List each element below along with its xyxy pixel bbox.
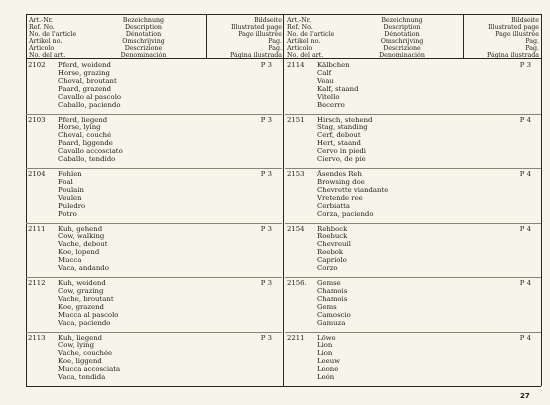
- article-name: Cavallo accosciato: [58, 147, 123, 156]
- header-line: Page illustrée: [238, 31, 282, 38]
- article-name: Kuh, gehend: [58, 224, 103, 233]
- catalog-entry: [26, 277, 282, 332]
- article-name: Mucca: [58, 256, 82, 265]
- header-line: Descrizione: [383, 45, 421, 52]
- header-left-page: [212, 17, 282, 59]
- catalog-entry: [285, 59, 541, 114]
- illustrated-page: P 4: [519, 224, 531, 233]
- article-name: Chamois: [317, 294, 348, 303]
- header-line: Pag.: [268, 38, 282, 45]
- header-line: Denominación: [379, 52, 425, 59]
- header-line: Denominación: [120, 52, 167, 59]
- catalog-entry: [26, 223, 282, 278]
- article-name: Kuh, liegend: [58, 333, 103, 342]
- article-name: Caballo, paciendo: [58, 100, 121, 109]
- entry-separator: [285, 223, 541, 224]
- header-line: Bildseite: [254, 17, 282, 24]
- article-name: Cow, grazing: [58, 286, 104, 295]
- article-name: Vache, couchée: [58, 349, 113, 358]
- article-name: Gems: [317, 302, 337, 311]
- article-name: Ciervo, de pie: [317, 155, 366, 164]
- catalog-page: [26, 14, 541, 386]
- article-names: [58, 62, 121, 109]
- catalog-entry: [26, 114, 282, 169]
- article-name: Gemse: [317, 279, 341, 287]
- entry-separator: [26, 168, 282, 169]
- header-line: Bezeichnung: [122, 17, 165, 24]
- header-line: Pag.: [268, 45, 282, 52]
- entry-separator: [285, 332, 541, 333]
- article-name: Chevreuil: [317, 240, 351, 249]
- article-name: Vaca, paciendo: [58, 318, 111, 327]
- article-name: Capriolo: [317, 256, 347, 265]
- header-line: Pag.: [525, 38, 539, 45]
- catalog-entry: [285, 277, 541, 332]
- left-column: [26, 59, 282, 386]
- illustrated-page: P 3: [260, 115, 272, 124]
- article-names: [317, 171, 388, 218]
- entry-separator: [26, 332, 282, 333]
- header-line: Ref. No.: [29, 24, 55, 31]
- illustrated-page: P 3: [260, 61, 272, 69]
- illustrated-page: P 3: [260, 279, 272, 287]
- article-names: [317, 280, 351, 327]
- header-line: No. de l'article: [29, 31, 77, 38]
- article-name: Potro: [58, 209, 77, 218]
- header-right-artnr: [287, 17, 334, 59]
- article-name: Fohlen: [58, 170, 82, 178]
- article-name: Calf: [317, 68, 332, 77]
- catalog-entry: [26, 59, 282, 114]
- article-names: [317, 226, 351, 273]
- entry-separator: [26, 277, 282, 278]
- article-name: Löwe: [317, 333, 336, 342]
- article-name: Pferd, liegend: [58, 115, 108, 124]
- article-name: León: [317, 373, 335, 382]
- article-name: Paard, liggende: [58, 139, 113, 148]
- frame-right-line: [541, 14, 542, 386]
- article-name: Lion: [317, 349, 333, 358]
- article-name: Koe, grazend: [58, 302, 104, 311]
- article-names: [317, 62, 359, 109]
- article-name: Poulain: [58, 185, 84, 194]
- header-line: Description: [125, 24, 162, 31]
- article-name: Paard, grazend: [58, 84, 111, 93]
- article-name: Hert, staand: [317, 139, 361, 148]
- article-name: Roebuck: [317, 232, 348, 241]
- article-name: Kälbchen: [317, 61, 350, 69]
- bottom-rule: [26, 386, 541, 387]
- catalog-entry: [26, 168, 282, 223]
- article-name: Vache, broutant: [58, 294, 114, 303]
- header-line: Descrizione: [124, 45, 163, 52]
- article-name: Cervo in piedi: [317, 147, 367, 156]
- article-names: [58, 226, 109, 273]
- article-name: Kalf, staand: [317, 84, 359, 93]
- header-line: No. del art.: [287, 52, 324, 59]
- entry-separator: [26, 114, 282, 115]
- article-name: Cheval, broutant: [58, 76, 117, 85]
- article-name: Koe, liggend: [58, 357, 102, 366]
- article-name: Leeuw: [317, 357, 341, 366]
- header-left-description: [81, 17, 206, 59]
- article-number: 2153: [287, 170, 305, 178]
- article-name: Leone: [317, 365, 339, 374]
- catalog-entry: [285, 223, 541, 278]
- header-line: Art.-Nr.: [287, 17, 312, 24]
- article-number: 2211: [287, 333, 305, 342]
- article-name: Reebok: [317, 248, 344, 257]
- article-name: Horse, lying: [58, 123, 101, 132]
- illustrated-page: P 3: [519, 61, 531, 69]
- article-number: 2154: [287, 224, 305, 233]
- header-line: Bildseite: [511, 17, 539, 24]
- article-name: Corzo: [317, 264, 338, 273]
- catalog-entry: [285, 168, 541, 223]
- article-number: 2103: [28, 115, 46, 124]
- illustrated-page: P 3: [260, 224, 272, 233]
- header-line: Page illustrée: [495, 31, 539, 38]
- article-name: Vaca, tendida: [58, 373, 106, 382]
- illustrated-page: P 4: [519, 333, 531, 342]
- illustrated-page: P 4: [519, 170, 531, 178]
- header-line: Illustrated page: [488, 24, 539, 31]
- article-name: Mucca al pascolo: [58, 310, 119, 319]
- article-name: Veulen: [58, 193, 82, 202]
- article-name: Vitello: [317, 92, 340, 101]
- header-line: Artikel no.: [287, 38, 321, 45]
- article-name: Vretende ree: [317, 193, 363, 202]
- page-number: 27: [520, 392, 530, 400]
- header-line: Articolo: [29, 45, 55, 52]
- article-name: Horse, grazing: [58, 68, 110, 77]
- header-line: No. de l'article: [287, 31, 335, 38]
- article-names: [58, 117, 123, 164]
- article-name: Cavallo al pascolo: [58, 92, 122, 101]
- article-name: Cerf, debout: [317, 131, 361, 140]
- header-line: Artikel no.: [29, 38, 63, 45]
- entry-separator: [285, 277, 541, 278]
- entry-separator: [285, 114, 541, 115]
- article-name: Cow, walking: [58, 232, 105, 241]
- article-number: 2104: [28, 170, 46, 178]
- article-name: Mucca accosciata: [58, 365, 121, 374]
- header-line: Omschrijving: [380, 38, 424, 45]
- article-name: Browsing doe: [317, 177, 365, 186]
- article-number: 2114: [287, 61, 305, 69]
- catalog-entry: [285, 114, 541, 169]
- article-number: 2112: [28, 279, 46, 287]
- header-line: Página ilustrada: [230, 52, 282, 59]
- header-line: Ref. No.: [287, 24, 313, 31]
- article-number: 2113: [28, 333, 46, 342]
- article-number: 2156.: [287, 279, 307, 287]
- article-names: [58, 335, 120, 382]
- article-name: Cheval, couché: [58, 131, 112, 140]
- article-name: Kuh, weidend: [58, 279, 106, 287]
- header-line: Art.-Nr.: [29, 17, 54, 24]
- article-name: Chamois: [317, 286, 348, 295]
- header-line: Description: [383, 24, 421, 31]
- article-names: [317, 335, 340, 382]
- header-right-description: [341, 17, 463, 59]
- header-line: Articolo: [287, 45, 313, 52]
- article-name: Vaca, andando: [58, 264, 109, 273]
- article-name: Camoscio: [317, 310, 351, 319]
- illustrated-page: P 3: [260, 333, 272, 342]
- article-name: Becerro: [317, 100, 345, 109]
- header-right-page: [469, 17, 539, 59]
- article-name: Koe, lopend: [58, 248, 100, 257]
- article-name: Vache, debout: [58, 240, 108, 249]
- article-name: Hirsch, stehend: [317, 115, 373, 124]
- article-name: Cerbiatta: [317, 201, 351, 210]
- header-line: Página ilustrada: [487, 52, 539, 59]
- header-left-artnr: [29, 17, 76, 59]
- article-names: [58, 280, 118, 327]
- article-name: Äsendes Reh: [317, 170, 362, 178]
- article-name: Veau: [317, 76, 334, 85]
- article-name: Gamuza: [317, 318, 346, 327]
- header-line: Bezeichnung: [381, 17, 423, 24]
- table-header: [26, 15, 541, 58]
- entry-separator: [285, 168, 541, 169]
- article-number: 2111: [28, 224, 46, 233]
- article-name: Foal: [58, 177, 73, 186]
- illustrated-page: P 4: [519, 279, 531, 287]
- header-line: Pag.: [525, 45, 539, 52]
- article-names: [58, 171, 85, 218]
- article-name: Lion: [317, 341, 333, 350]
- article-name: Rehbock: [317, 224, 348, 233]
- header-line: Dénotation: [384, 31, 420, 38]
- article-name: Puledro: [58, 201, 86, 210]
- article-number: 2102: [28, 61, 46, 69]
- article-names: [317, 117, 372, 164]
- article-name: Corza, paciendo: [317, 209, 374, 218]
- catalog-entry: [26, 332, 282, 387]
- article-name: Pferd, weidend: [58, 61, 111, 69]
- catalog-entry: [285, 332, 541, 387]
- article-name: Stag, standing: [317, 123, 368, 132]
- header-line: No. del art.: [29, 52, 66, 59]
- article-name: Caballo, tendido: [58, 155, 116, 164]
- right-column: [285, 59, 541, 386]
- article-number: 2151: [287, 115, 305, 124]
- illustrated-page: P 4: [519, 115, 531, 124]
- article-name: Cow, lying: [58, 341, 95, 350]
- header-line: Dénotation: [125, 31, 162, 38]
- header-line: Illustrated page: [231, 24, 282, 31]
- illustrated-page: P 3: [260, 170, 272, 178]
- entry-separator: [26, 223, 282, 224]
- center-divider: [283, 14, 284, 386]
- article-name: Chevrette viandante: [317, 185, 389, 194]
- header-line: Omschrijving: [122, 38, 165, 45]
